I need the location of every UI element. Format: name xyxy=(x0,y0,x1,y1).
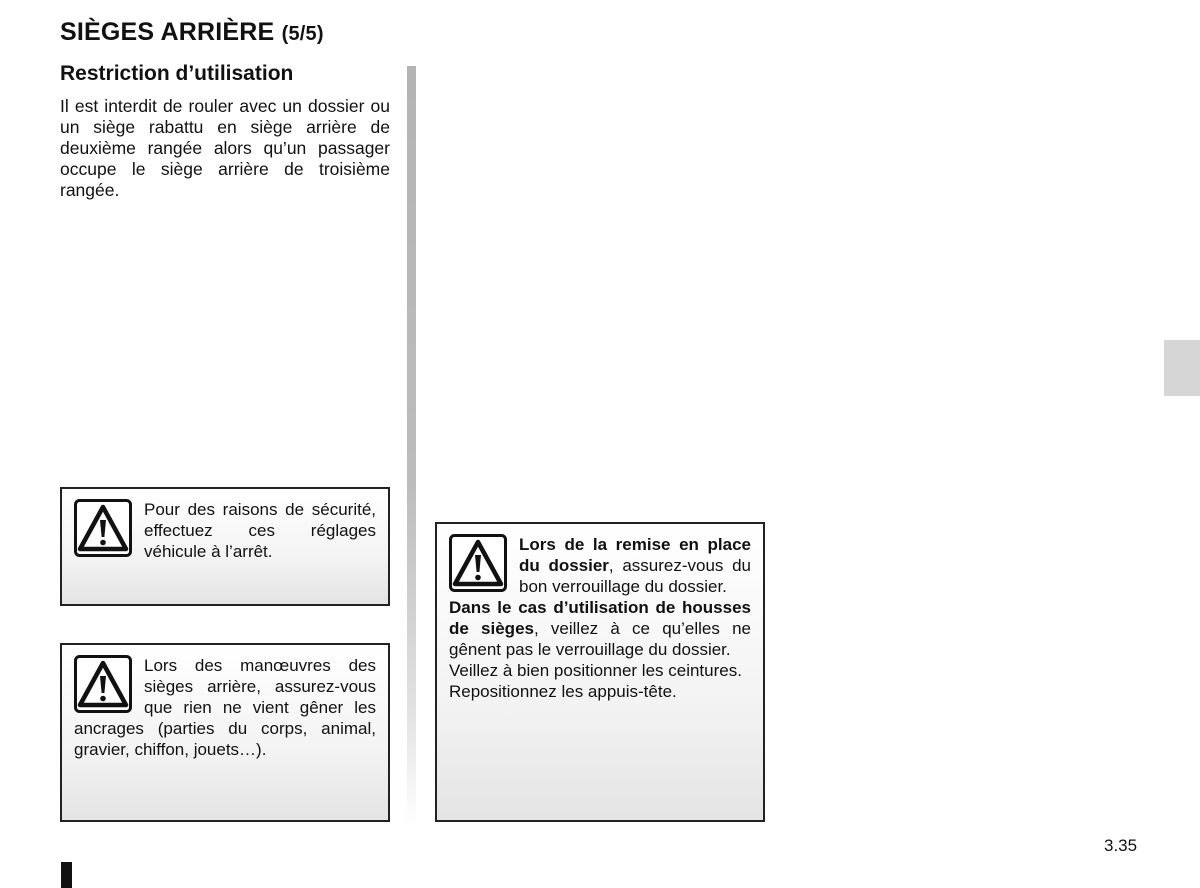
section-paragraph: Il est interdit de rouler avec un dossier ou un siège rabattu en siège arrière de deuxième rangée alors qu’un passager occupe le siège arrière de troisième rangée. xyxy=(60,96,390,200)
warning-text-2: Lors des manœuvres des sièges arrière, assurez-vous que rien ne vient gêner les ancrages (parties du corps, animal, gravier, chiffon, jouets…). xyxy=(74,656,376,759)
warning-box-3 xyxy=(435,522,765,822)
warning-text-3b-rest: , veillez à ce qu’elles ne gênent pas le verrouillage du dossier. xyxy=(449,619,751,659)
section-heading: Restriction d’utilisation xyxy=(60,62,294,85)
warning-box-2 xyxy=(60,643,390,822)
crop-mark xyxy=(61,862,72,888)
column-divider xyxy=(407,66,416,826)
page-title-text: SIÈGES ARRIÈRE xyxy=(60,18,275,46)
warning-text-3a-rest: , assurez-vous du bon verrouillage du dossier. xyxy=(519,556,751,596)
warning-triangle-icon xyxy=(449,534,507,592)
warning-text-1: Pour des raisons de sécurité, effectuez ces réglages véhicule à l’arrêt. xyxy=(144,500,376,561)
warning-box-1 xyxy=(60,487,390,606)
warning-text-3d: Repositionnez les appuis-tête. xyxy=(449,682,677,701)
warning-text-3b xyxy=(449,597,751,660)
warning-text-3c: Veillez à bien positionner les ceintures. xyxy=(449,661,742,680)
warning-text-3b-bold: Dans le cas d’utilisation de housses de sièges xyxy=(449,598,751,638)
chapter-tab xyxy=(1164,340,1200,396)
page-title-part: (5/5) xyxy=(281,23,324,45)
warning-text-3a-bold: Lors de la remise en place du dossier xyxy=(519,535,751,575)
warning-triangle-icon xyxy=(74,655,132,713)
page-number: 3.35 xyxy=(1104,836,1138,855)
warning-triangle-icon xyxy=(74,499,132,557)
page-title xyxy=(60,18,324,47)
